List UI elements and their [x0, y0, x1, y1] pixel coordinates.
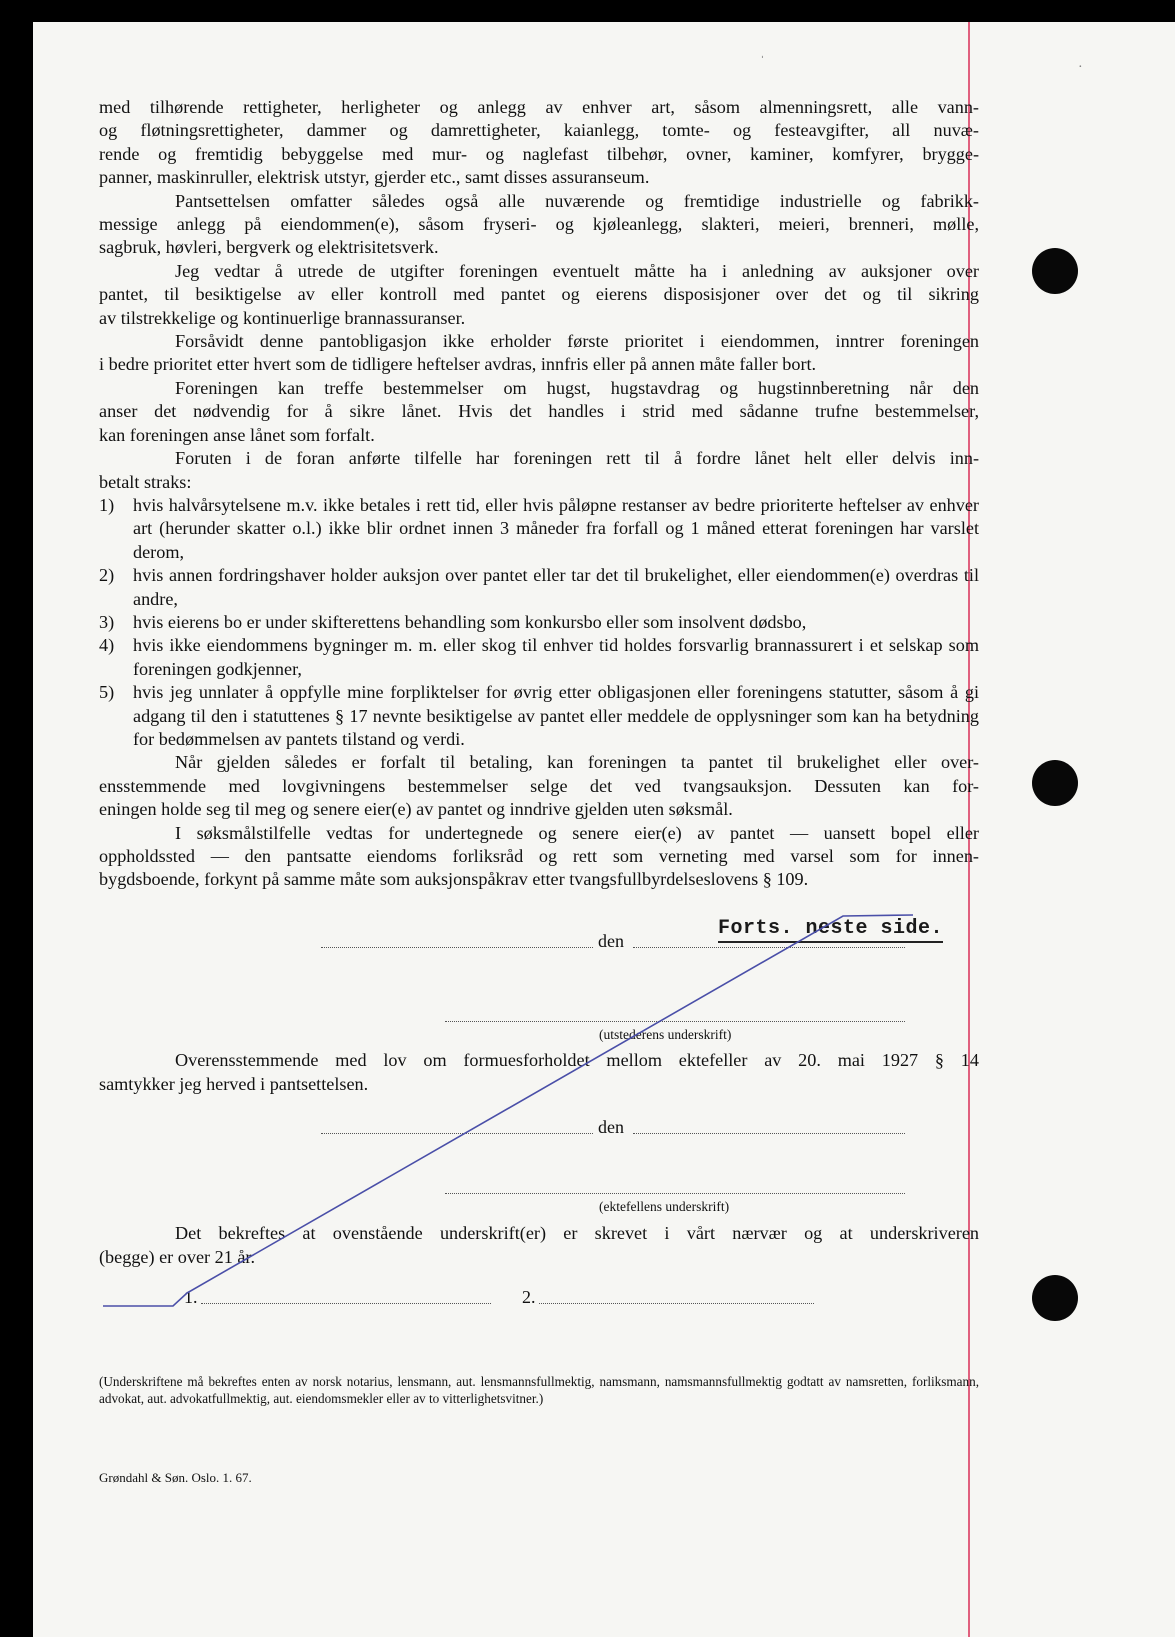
witness-line: (begge) er over 21 år. — [99, 1247, 256, 1267]
pen-cancellation-stroke — [33, 22, 1175, 1637]
list-number: 4) — [99, 635, 115, 656]
text-line: pantet, til besiktigelse av eller kontroll med pantet og eierens disposisjoner over det og til sikring — [99, 284, 979, 305]
text-line: anser det nødvendig for å sikre lånet. Hvis det handles i strid med sådanne trufne bestemmelser, — [99, 401, 979, 422]
text-line: eningen holde seg til meg og senere eier(e) av pantet og inndrive gjelden uten søksmål. — [99, 799, 733, 820]
text-line: Jeg vedtar å utrede de utgifter foreningen eventuelt måtte ha i anledning av auksjoner over — [175, 260, 979, 281]
text-line: sagbruk, høvleri, bergverk og elektrisitetsverk. — [99, 237, 439, 258]
witness-2-number: 2. — [522, 1287, 536, 1307]
list-number: 5) — [99, 682, 115, 703]
text-line: Når gjelden således er forfalt til betaling, kan foreningen ta pantet til brukelighet eller over- — [175, 752, 979, 773]
list-text: hvis eierens bo er under skifterettens behandling som konkursbo eller som insolvent dødsbo, — [133, 611, 807, 632]
consent-line: samtykker jeg herved i pantsettelsen. — [99, 1074, 369, 1094]
text-line: betalt straks: — [99, 471, 192, 492]
list-number: 2) — [99, 565, 115, 586]
list-text: hvis annen fordringshaver holder auksjon over pantet eller tar det til brukelighet, eller eiendommen(e) overdras til andre, — [133, 565, 979, 609]
punch-hole — [1032, 1275, 1078, 1321]
text-line: Pantsettelsen omfatter således også alle nuværende og fremtidige industrielle og fabrikk- — [175, 190, 979, 211]
cancellation-line — [103, 915, 913, 1306]
list-text: hvis halvårsytelsene m.v. ikke betales i rett tid, eller hvis påløpne restanser av bedre prioriterte heftelser av enhver art (herunder skatter o.l.) ikke blir ordnet innen 3 måneder fra forfall og 1 måned etterat foreningen har varslet derom, — [133, 494, 979, 562]
stray-mark: ˌ — [760, 44, 765, 59]
list-number: 3) — [99, 611, 115, 632]
document-page — [33, 22, 1175, 1637]
text-line: panner, maskinruller, elektrisk utstyr, gjerder etc., samt disses assuranseum. — [99, 167, 650, 188]
spouse-signature-caption: (ektefellens underskrift) — [599, 1199, 730, 1214]
stray-mark: · — [1078, 60, 1083, 75]
witness-line: Det bekreftes at ovenstående underskrift(er) er skrevet i vårt nærvær og at underskriveren — [175, 1223, 979, 1243]
list-text: hvis ikke eiendommens bygninger m. m. eller skog til enhver tid holdes forsvarlig brannassurert i et selskap som foreningen godkjenner, — [133, 635, 979, 679]
text-line: kan foreningen anse lånet som forfalt. — [99, 424, 375, 445]
text-line: rende og fremtidig bebyggelse med mur- og naglefast tilbehør, ovner, kaminer, komfyrer, brygge- — [99, 143, 979, 164]
text-line: og fløtningsrettigheter, dammer og damrettigheter, kaianlegg, tomte- og festeavgifter, all nuvæ- — [99, 120, 979, 141]
text-line: Forsåvidt denne pantobligasjon ikke erholder første prioritet i eiendommen, inntrer foreningen — [175, 331, 979, 352]
list-number: 1) — [99, 494, 115, 515]
punch-hole — [1032, 760, 1078, 806]
den-label: den — [598, 931, 624, 951]
text-line: med tilhørende rettigheter, herligheter og anlegg av enhver art, såsom almenningsrett, alle vann- — [99, 97, 979, 117]
text-line: messige anlegg på eiendommen(e), såsom fryseri- og kjøleanlegg, slakteri, meieri, brenneri, mølle, — [99, 214, 979, 235]
den-label: den — [598, 1117, 624, 1137]
text-line: Foreningen kan treffe bestemmelser om hugst, hugstavdrag og hugstinnberetning når den — [175, 377, 979, 398]
text-line: i bedre prioritet etter hvert som de tidligere heftelser avdras, innfris eller på annen måte faller bort. — [99, 354, 817, 375]
note-text: (Underskriftene må bekreftes enten av norsk notarius, lensmann, aut. lensmannsfullmektig, namsmann, namsmannsfullmektig godtatt av namsretten, forliksmann, advokat, aut. advokatfullmektig, aut. eiendomsmekler eller av to vitterlighetsvitner.) — [99, 1374, 979, 1406]
continued-next-page-stamp: Forts. neste side. — [718, 917, 943, 943]
punch-hole — [1032, 248, 1078, 294]
text-line: bygdsboende, forkynt på samme måte som auksjonspåkrav etter tvangsfullbyrdelseslovens § 109. — [99, 869, 809, 890]
printer-imprint: Grøndahl & Søn. Oslo. 1. 67. — [99, 1470, 252, 1485]
witness-1-number: 1. — [184, 1287, 198, 1307]
text-line: I søksmålstilfelle vedtas for undertegnede og senere eier(e) av pantet — uansett bopel eller — [175, 822, 979, 843]
text-line: oppholdssted — den pantsatte eiendoms forliksråd og rett som verneting med varsel som for innen- — [99, 846, 979, 866]
list-text: hvis jeg unnlater å oppfylle mine forpliktelser for øvrig etter obligasjonen eller foreningens statutter, såsom å gi adgang til den i statuttenes § 17 nevnte besiktigelse av pantet eller meddele de opplysninger som kan ha betydning for bedømmelsen av pantets tilstand og verdi. — [133, 682, 979, 749]
text-line: av tilstrekkelige og kontinuerlige brannassuranser. — [99, 307, 466, 328]
issuer-signature-caption: (utstederens underskrift) — [599, 1027, 732, 1042]
text-line: ensstemmende med lovgivningens bestemmelser selge det ved tvangsauksjon. Dessuten kan for- — [99, 775, 979, 796]
consent-line: Overensstemmende med lov om formuesforholdet mellom ektefeller av 20. mai 1927 § 14 — [175, 1050, 979, 1070]
text-line: Foruten i de foran anførte tilfelle har foreningen rett til å fordre lånet helt eller delvis inn- — [175, 448, 979, 469]
